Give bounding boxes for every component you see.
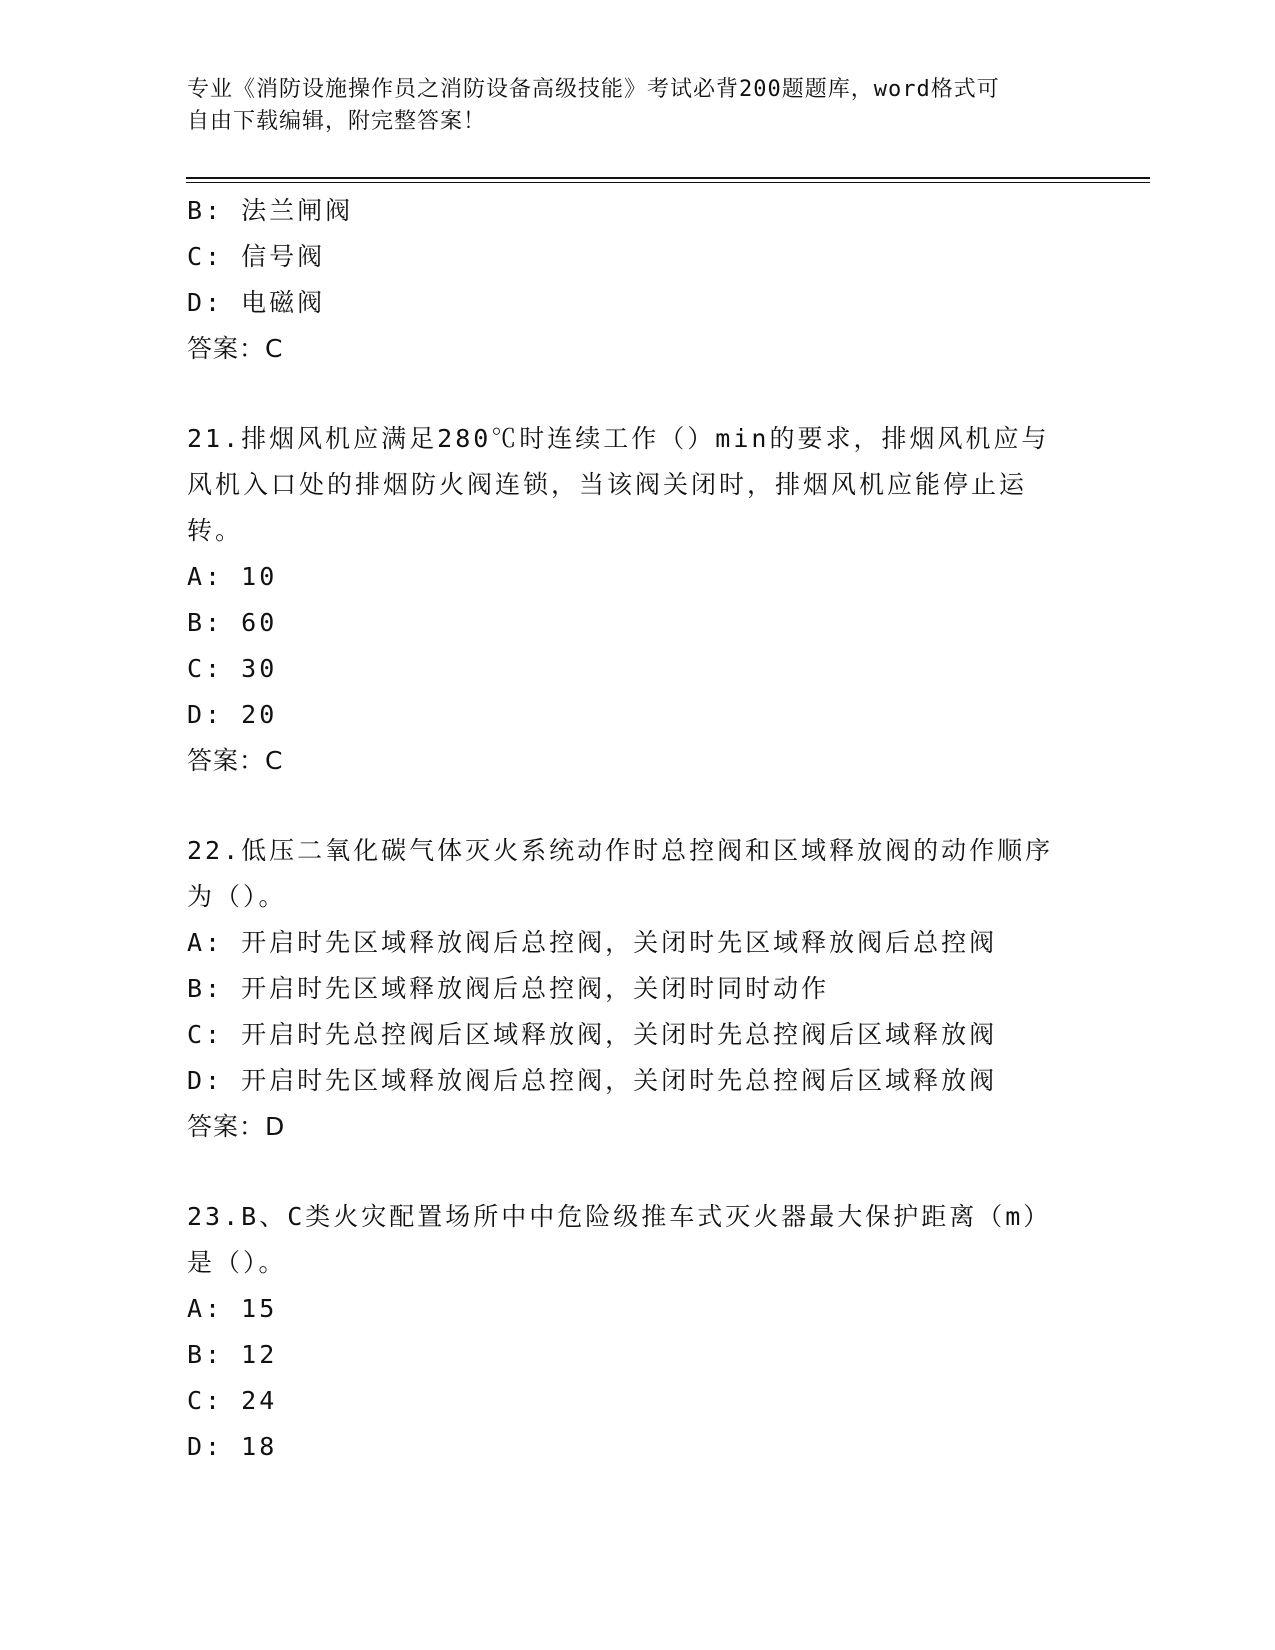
option-d: D: 电磁阀 xyxy=(187,288,326,317)
header-line-1: 专业《消防设施操作员之消防设备高级技能》考试必背200题题库，word格式可 xyxy=(187,77,1000,102)
option-c: C: 30 xyxy=(187,654,278,683)
question-text: 23.B、C类火灾配置场所中中危险级推车式灭火器最大保护距离（m） xyxy=(187,1202,1052,1231)
option-a: A: 15 xyxy=(187,1294,278,1323)
answer-line: 答案：C xyxy=(187,334,284,363)
answer-line: 答案：C xyxy=(187,746,284,775)
question-text: 风机入口处的排烟防火阀连锁，当该阀关闭时，排烟风机应能停止运 xyxy=(187,470,1028,499)
question-text: 是（）。 xyxy=(187,1248,287,1277)
option-b: B: 开启时先区域释放阀后总控阀，关闭时同时动作 xyxy=(187,974,830,1003)
option-b: B: 法兰闸阀 xyxy=(187,196,354,225)
question-text: 转。 xyxy=(187,516,244,545)
header-divider-thin xyxy=(186,182,1150,183)
option-d: D: 开启时先区域释放阀后总控阀，关闭时先总控阀后区域释放阀 xyxy=(187,1066,998,1095)
option-d: D: 18 xyxy=(187,1432,278,1461)
question-21 xyxy=(187,416,1087,784)
question-23 xyxy=(187,1194,1087,1470)
document-body xyxy=(187,188,1087,1470)
document-header xyxy=(187,74,1067,138)
answer-line: 答案：D xyxy=(187,1112,286,1141)
header-divider-thick xyxy=(186,177,1150,179)
option-c: C: 开启时先总控阀后区域释放阀，关闭时先总控阀后区域释放阀 xyxy=(187,1020,998,1049)
question-text: 为（）。 xyxy=(187,882,287,911)
question-text: 21.排烟风机应满足280℃时连续工作（）min的要求，排烟风机应与 xyxy=(187,424,1050,453)
option-b: B: 60 xyxy=(187,608,278,637)
option-d: D: 20 xyxy=(187,700,278,729)
option-c: C: 24 xyxy=(187,1386,278,1415)
question-20-continuation xyxy=(187,188,1087,372)
option-b: B: 12 xyxy=(187,1340,278,1369)
header-line-2: 自由下载编辑，附完整答案！ xyxy=(187,109,487,134)
option-c: C: 信号阀 xyxy=(187,242,326,271)
option-a: A: 10 xyxy=(187,562,278,591)
question-text: 22.低压二氧化碳气体灭火系统动作时总控阀和区域释放阀的动作顺序 xyxy=(187,836,1054,865)
question-22 xyxy=(187,828,1087,1150)
option-a: A: 开启时先区域释放阀后总控阀，关闭时先区域释放阀后总控阀 xyxy=(187,928,998,957)
